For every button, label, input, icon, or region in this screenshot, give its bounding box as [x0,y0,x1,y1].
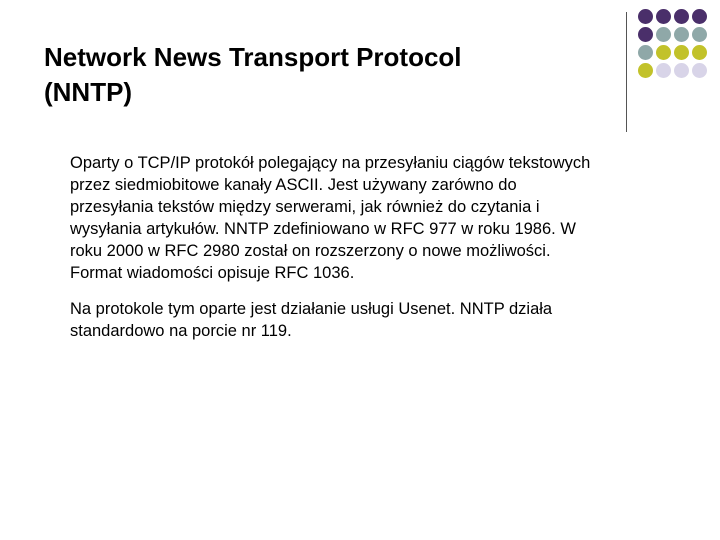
paragraph-nntp-description [70,152,690,284]
decorative-dot-teal [674,27,689,42]
slide-title-line-2: (NNTP) [44,77,133,107]
slide-body [70,152,690,342]
text-line: standardowo na porcie nr 119. [70,322,292,340]
decorative-dot-grid [638,9,714,119]
paragraph-usenet [70,298,690,342]
slide-title-line-1: Network News Transport Protocol [44,42,462,72]
decorative-dot-olive [674,45,689,60]
decorative-dot-olive [656,45,671,60]
decorative-dot-teal [692,27,707,42]
decorative-dot-purple [674,9,689,24]
text-line: wysyłania artykułów. NNTP zdefiniowano w RFC 977 w roku 1986. W [70,220,576,238]
text-line: przez siedmiobitowe kanały ASCII. Jest używany zarówno do [70,176,517,194]
decorative-dot-teal [656,27,671,42]
decorative-dot-lavender [692,63,707,78]
text-line: Na protokole tym oparte jest działanie usługi Usenet. NNTP działa [70,300,553,318]
decorative-dot-purple [656,9,671,24]
decorative-vertical-line [626,12,627,132]
decorative-dot-teal [638,45,653,60]
decorative-dot-lavender [674,63,689,78]
decorative-dot-olive [638,63,653,78]
text-line: roku 2000 w RFC 2980 został on rozszerzony o nowe możliwości. [70,242,551,260]
text-line: Oparty o TCP/IP protokół polegający na przesyłaniu ciągów tekstowych [70,154,591,172]
decorative-dot-olive [692,45,707,60]
text-line: Format wiadomości opisuje RFC 1036. [70,264,355,282]
decorative-dot-purple [638,27,653,42]
slide-title [44,40,604,110]
decorative-dot-purple [638,9,653,24]
text-line: przesyłania tekstów między serwerami, jak również do czytania i [70,198,540,216]
decorative-dot-lavender [656,63,671,78]
decorative-dot-purple [692,9,707,24]
